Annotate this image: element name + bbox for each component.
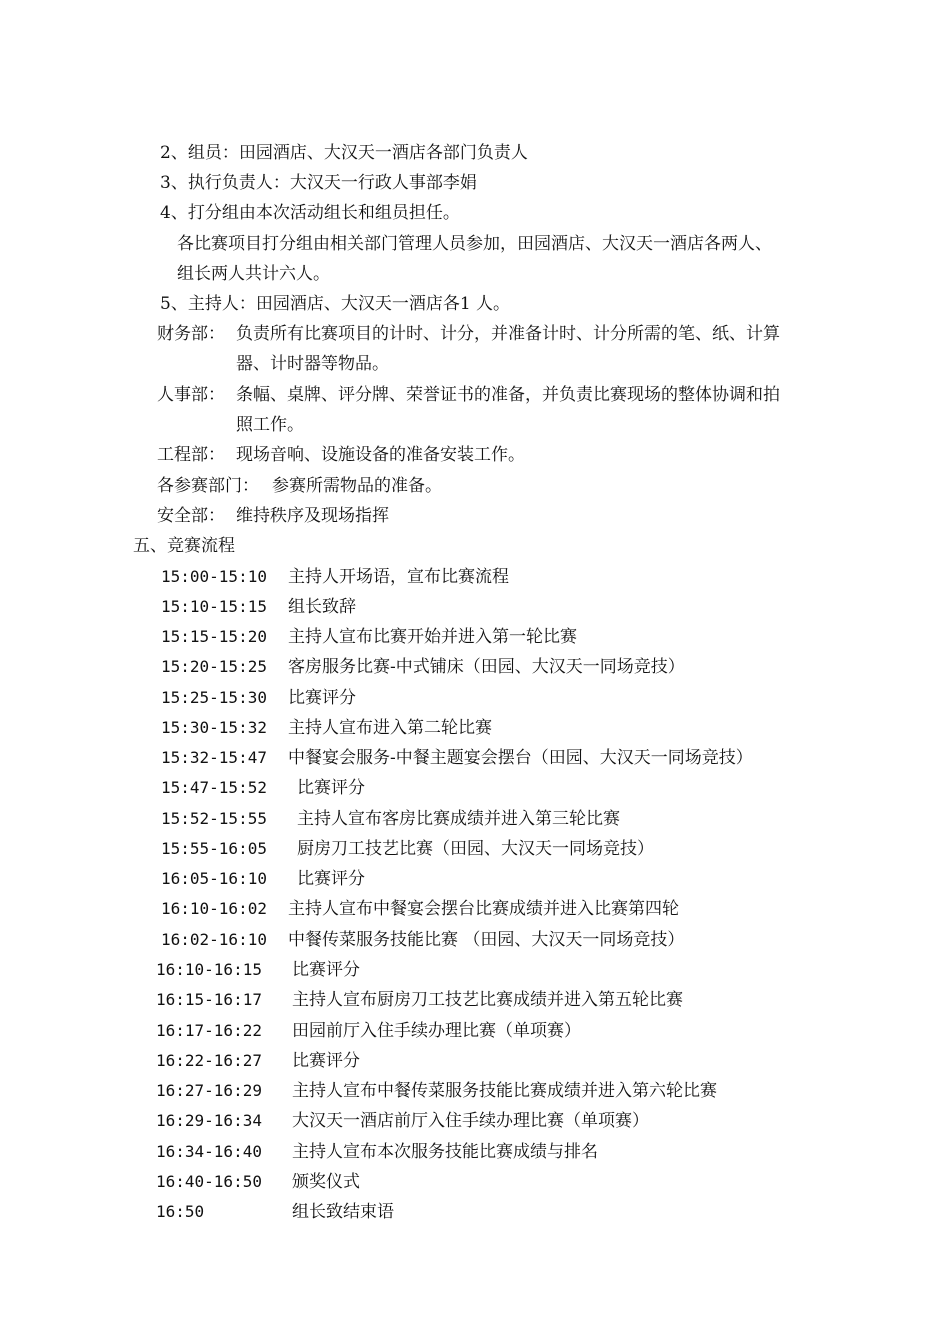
schedule-desc: 主持人宣布客房比赛成绩并进入第三轮比赛 <box>297 809 620 829</box>
schedule-time: 15:10-15:15 <box>161 597 267 616</box>
schedule-desc: 中餐传菜服务技能比赛 （田园、大汉天一同场竞技） <box>288 930 685 950</box>
dept-engineering-line-1: 现场音响、设施设备的准备安装工作。 <box>236 445 525 465</box>
schedule-desc: 组长致结束语 <box>292 1202 394 1222</box>
schedule-desc: 比赛评分 <box>292 1051 360 1071</box>
schedule-desc: 颁奖仪式 <box>292 1172 360 1192</box>
intro-line-scoring-total: 组长两人共计六人。 <box>177 264 330 284</box>
dept-engineering-name: 工程部： <box>157 445 225 465</box>
schedule-desc: 组长致辞 <box>288 597 356 617</box>
schedule-time: 16:29-16:34 <box>156 1111 262 1130</box>
schedule-time: 16:05-16:10 <box>161 869 267 888</box>
schedule-time: 15:32-15:47 <box>161 748 267 767</box>
schedule-time: 15:25-15:30 <box>161 688 267 707</box>
dept-hr-name: 人事部： <box>157 385 225 405</box>
schedule-time: 16:15-16:17 <box>156 990 262 1009</box>
schedule-time: 16:02-16:10 <box>161 930 267 949</box>
intro-line-executive: 3、执行负责人：大汉天一行政人事部李娟 <box>160 173 477 193</box>
schedule-time: 16:34-16:40 <box>156 1142 262 1161</box>
schedule-time: 15:20-15:25 <box>161 657 267 676</box>
schedule-desc: 主持人宣布中餐宴会摆台比赛成绩并进入比赛第四轮 <box>288 899 679 919</box>
schedule-desc: 田园前厅入住手续办理比赛（单项赛） <box>292 1021 581 1041</box>
schedule-desc: 客房服务比赛-中式铺床（田园、大汉天一同场竞技） <box>288 657 685 677</box>
intro-line-scoring-group: 4、打分组由本次活动组长和组员担任。 <box>160 203 460 223</box>
schedule-time: 15:52-15:55 <box>161 809 267 828</box>
intro-line-members: 2、组员：田园酒店、大汉天一酒店各部门负责人 <box>160 143 528 163</box>
dept-participants-line-1: 参赛所需物品的准备。 <box>272 476 442 496</box>
dept-security-line-1: 维持秩序及现场指挥 <box>236 506 389 526</box>
intro-line-scoring-detail: 各比赛项目打分组由相关部门管理人员参加，田园酒店、大汉天一酒店各两人、 <box>177 234 772 254</box>
schedule-desc: 主持人开场语，宣布比赛流程 <box>288 567 509 587</box>
schedule-time: 16:10-16:15 <box>156 960 262 979</box>
schedule-desc: 比赛评分 <box>288 688 356 708</box>
dept-finance-line-1: 负责所有比赛项目的计时、计分，并准备计时、计分所需的笔、纸、计算 <box>236 324 780 344</box>
schedule-desc: 比赛评分 <box>297 869 365 889</box>
schedule-time: 15:00-15:10 <box>161 567 267 586</box>
schedule-desc: 大汉天一酒店前厅入住手续办理比赛（单项赛） <box>292 1111 649 1131</box>
schedule-desc: 中餐宴会服务-中餐主题宴会摆台（田园、大汉天一同场竞技） <box>288 748 753 768</box>
schedule-time: 15:47-15:52 <box>161 778 267 797</box>
schedule-desc: 比赛评分 <box>292 960 360 980</box>
dept-hr-line-1: 条幅、桌牌、评分牌、荣誉证书的准备，并负责比赛现场的整体协调和拍 <box>236 385 780 405</box>
dept-finance-line-2: 器、计时器等物品。 <box>236 354 389 374</box>
intro-line-hosts: 5、主持人：田园酒店、大汉天一酒店各1 人。 <box>160 294 511 314</box>
schedule-desc: 主持人宣布中餐传菜服务技能比赛成绩并进入第六轮比赛 <box>292 1081 717 1101</box>
schedule-time: 16:10-16:02 <box>161 899 267 918</box>
schedule-time: 16:22-16:27 <box>156 1051 262 1070</box>
schedule-desc: 比赛评分 <box>297 778 365 798</box>
dept-hr-line-2: 照工作。 <box>236 415 304 435</box>
schedule-time: 16:17-16:22 <box>156 1021 262 1040</box>
dept-security-name: 安全部： <box>157 506 225 526</box>
schedule-time: 16:27-16:29 <box>156 1081 262 1100</box>
section-title-competition-flow: 五、竞赛流程 <box>133 536 235 556</box>
schedule-time: 15:15-15:20 <box>161 627 267 646</box>
schedule-desc: 主持人宣布比赛开始并进入第一轮比赛 <box>288 627 577 647</box>
dept-participants-name: 各参赛部门： <box>157 476 259 496</box>
schedule-desc: 主持人宣布厨房刀工技艺比赛成绩并进入第五轮比赛 <box>292 990 683 1010</box>
schedule-time: 16:50 <box>156 1202 205 1221</box>
schedule-time: 16:40-16:50 <box>156 1172 262 1191</box>
schedule-desc: 厨房刀工技艺比赛（田园、大汉天一同场竞技） <box>297 839 654 859</box>
schedule-time: 15:30-15:32 <box>161 718 267 737</box>
dept-finance-name: 财务部： <box>157 324 225 344</box>
schedule-desc: 主持人宣布本次服务技能比赛成绩与排名 <box>292 1142 598 1162</box>
schedule-time: 15:55-16:05 <box>161 839 267 858</box>
schedule-desc: 主持人宣布进入第二轮比赛 <box>288 718 492 738</box>
